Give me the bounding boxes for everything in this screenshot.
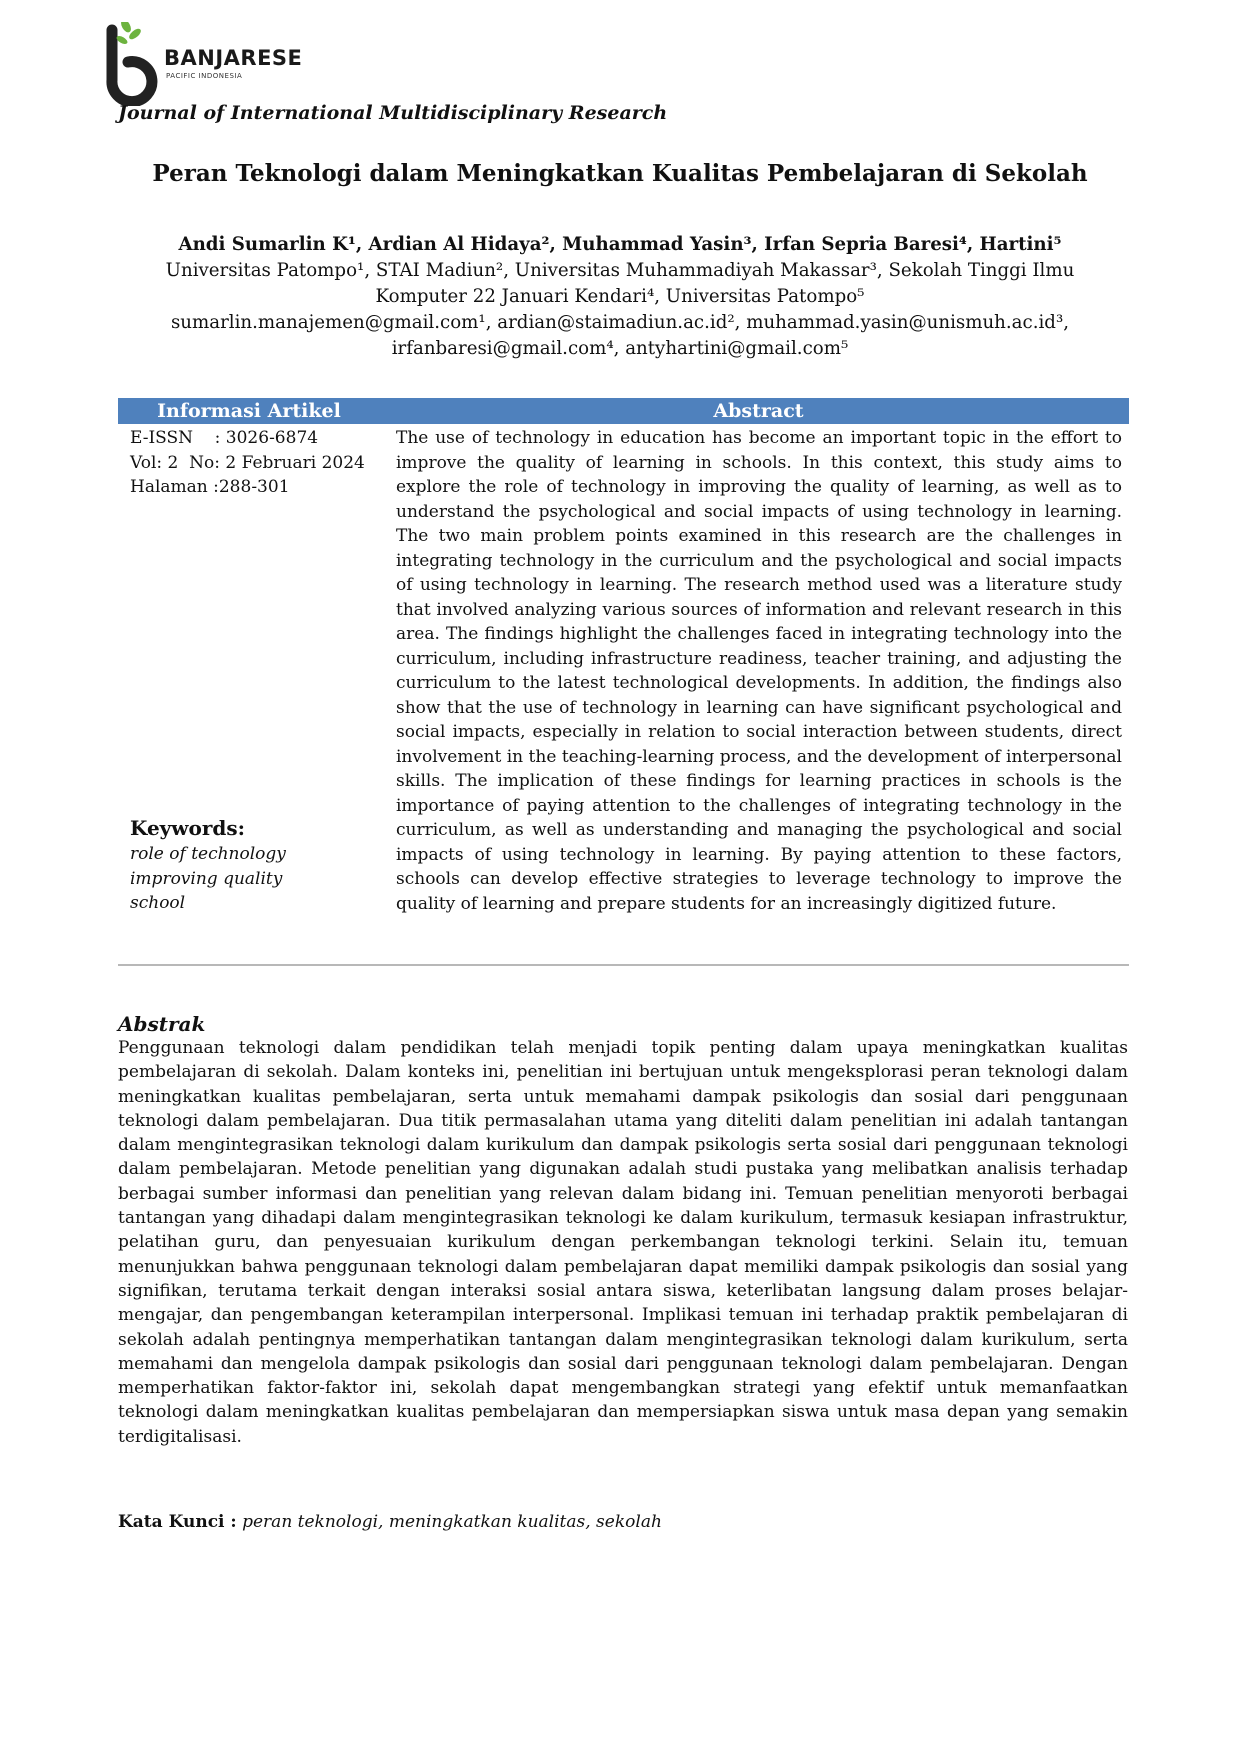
banjarese-logo-icon xyxy=(106,22,166,106)
journal-name: Journal of International Multidisciplinary Research xyxy=(118,102,668,124)
affiliation-line: Komputer 22 Januari Kendari⁴, Universitas Patompo⁵ xyxy=(375,286,865,307)
keywords-label: Keywords: xyxy=(130,816,246,840)
page-range: Halaman :288-301 xyxy=(130,477,290,497)
author-names: Andi Sumarlin K¹, Ardian Al Hidaya², Muhammad Yasin³, Irfan Sepria Baresi⁴, Hartini⁵ xyxy=(178,234,1062,255)
keyword-item: improving quality xyxy=(130,868,283,889)
abstrak-text: Penggunaan teknologi dalam pendidikan telah menjadi topik penting dalam upaya meningkatkan kualitas pembelajaran di sekolah. Dalam konteks ini, penelitian ini bertujuan untuk mengeksplorasi peran teknologi dalam meningkatkan kualitas pembelajaran, serta untuk memahami dampak psikologis dan sosial dari penggunaan teknologi dalam pembelajaran. Dua titik permasalahan utama yang diteliti dalam penelitian ini adalah tantangan dalam mengintegrasikan teknologi dalam kurikulum dan dampak psikologis serta sosial dari penggunaan teknologi dalam pembelajaran. Metode penelitian yang digunakan adalah studi pustaka yang melibatkan analisis terhadap berbagai sumber informasi dan penelitian yang relevan dalam bidang ini. Temuan penelitian menyoroti berbagai tantangan yang dihadapi dalam mengintegrasikan teknologi ke dalam kurikulum, termasuk kesiapan infrastruktur, pelatihan guru, dan penyesuaian kurikulum dengan perkembangan teknologi terkini. Selain itu, temuan menunjukkan bahwa penggunaan teknologi dalam pembelajaran dapat memiliki dampak psikologis dan sosial yang signifikan, terutama terkait dengan interaksi sosial antara siswa, keterlibatan langsung dalam proses belajar-mengajar, dan pengembangan keterampilan interpersonal. Implikasi temuan ini terhadap praktik pembelajaran di sekolah adalah pentingnya memperhatikan tantangan dalam mengintegrasikan teknologi dalam kurikulum, serta memahami dan mengelola dampak psikologis dan sosial dari penggunaan teknologi dalam pembelajaran. Dengan memperhatikan faktor-faktor ini, sekolah dapat mengembangkan strategi yang efektif untuk memanfaatkan teknologi dalam meningkatkan kualitas pembelajaran dan mempersiapkan siswa untuk masa depan yang semakin terdigitalisasi. xyxy=(118,1038,1128,1447)
kata-kunci xyxy=(118,1512,662,1532)
keyword-item: school xyxy=(130,893,186,913)
paper-title: Peran Teknologi dalam Meningkatkan Kualitas Pembelajaran di Sekolah xyxy=(152,160,1088,187)
volume-issue: Vol: 2 No: 2 Februari 2024 xyxy=(130,452,365,473)
article-meta xyxy=(130,426,365,500)
affiliation-line: Universitas Patompo¹, STAI Madiun², Universitas Muhammadiyah Makassar³, Sekolah Tinggi Ilmu xyxy=(165,260,1075,281)
brand-subtitle: PACIFIC INDONESIA xyxy=(166,72,243,80)
keyword-item: role of technology xyxy=(130,844,286,864)
brand-name: BANJARESE xyxy=(164,46,303,70)
abstrak-heading: Abstrak xyxy=(118,1012,206,1036)
section-divider xyxy=(118,964,1129,966)
article-info-heading: Informasi Artikel xyxy=(157,400,341,422)
kata-kunci-label: Kata Kunci : xyxy=(118,1512,237,1532)
abstract-heading: Abstract xyxy=(713,400,804,422)
keywords-list xyxy=(130,842,286,916)
eissn: E-ISSN : 3026-6874 xyxy=(130,428,319,448)
email-line: sumarlin.manajemen@gmail.com¹, ardian@staimadiun.ac.id², muhammad.yasin@unismuh.ac.id³, xyxy=(170,312,1070,333)
kata-kunci-value: peran teknologi, meningkatkan kualitas, sekolah xyxy=(242,1512,662,1532)
abstract-text: The use of technology in education has become an important topic in the effort to improve the quality of learning in schools. In this context, this study aims to explore the role of technology in improving the quality of learning, as well as to understand the psychological and social impacts of using technology in learning. The two main problem points examined in this research are the challenges in integrating technology in the curriculum and the psychological and social impacts of using technology in learning. The research method used was a literature study that involved analyzing various sources of information and relevant research in this area. The findings highlight the challenges faced in integrating technology into the curriculum, including infrastructure readiness, teacher training, and adjusting the curriculum to the latest technological developments. In addition, the findings also show that the use of technology in learning can have significant psychological and social impacts, especially in relation to social interaction between students, direct involvement in the teaching-learning process, and the development of interpersonal skills. The implication of these findings for learning practices in schools is the importance of paying attention to the challenges of integrating technology in the curriculum, as well as understanding and managing the psychological and social impacts of using technology in learning. By paying attention to these factors, schools can develop effective strategies to leverage technology to improve the quality of learning and prepare students for an increasingly digitized future. xyxy=(396,428,1122,914)
author-block xyxy=(130,232,1110,362)
email-line: irfanbaresi@gmail.com⁴, antyhartini@gmail.com⁵ xyxy=(391,338,849,359)
publisher-logo xyxy=(106,22,336,106)
